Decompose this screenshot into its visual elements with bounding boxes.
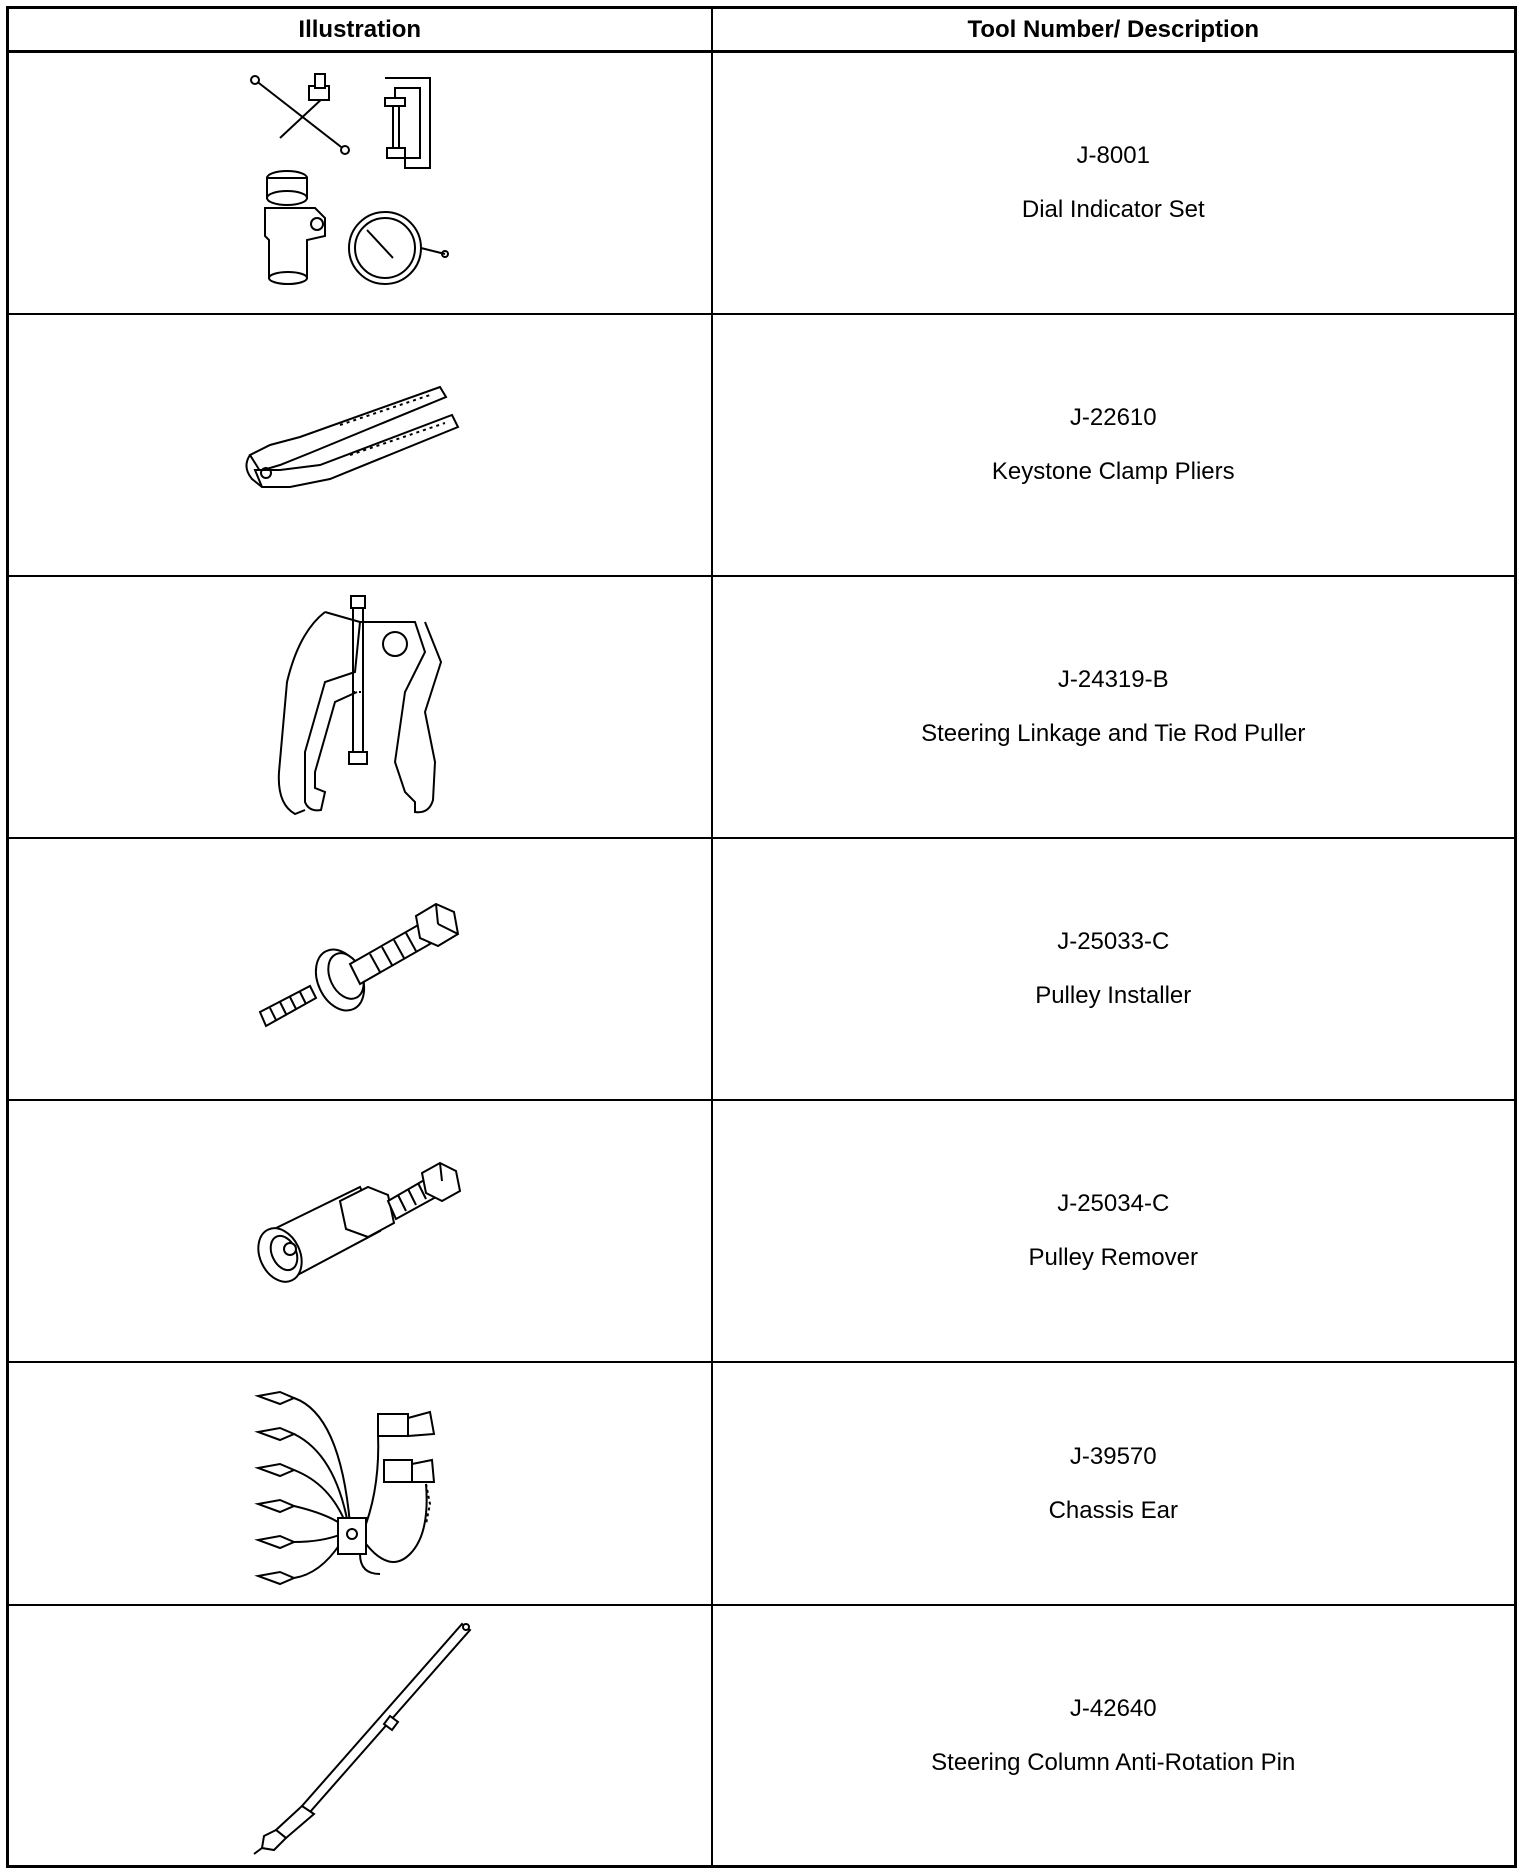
tool-number: J-25034-C xyxy=(1057,1190,1170,1217)
illustration-cell xyxy=(8,1362,712,1605)
chassis-ear-icon xyxy=(250,1374,470,1594)
tool-description: Steering Linkage and Tie Rod Puller xyxy=(921,720,1306,747)
table-row xyxy=(8,576,1516,838)
pulley-installer-icon xyxy=(250,894,470,1044)
illustration-cell xyxy=(8,1605,712,1867)
tool-description: Keystone Clamp Pliers xyxy=(991,458,1235,485)
illustration-cell xyxy=(8,314,712,576)
table-row xyxy=(8,1605,1516,1867)
description-cell xyxy=(712,1605,1516,1867)
illustration-cell xyxy=(8,838,712,1100)
tool-number: J-42640 xyxy=(1069,1694,1157,1722)
tool-description: Chassis Ear xyxy=(1048,1496,1178,1524)
tool-number: J-39570 xyxy=(1069,1442,1157,1470)
tool-description: Pulley Installer xyxy=(1035,982,1192,1009)
tool-number: J-8001 xyxy=(1076,142,1150,169)
special-tools-table xyxy=(6,6,1517,1868)
table-row xyxy=(8,314,1516,576)
illustration-header: Illustration xyxy=(8,8,712,52)
tool-number: J-22610 xyxy=(1069,404,1157,431)
description-cell xyxy=(712,838,1516,1100)
description-cell xyxy=(712,314,1516,576)
tool-description: Dial Indicator Set xyxy=(1021,196,1205,223)
tool-number: J-25033-C xyxy=(1057,928,1170,955)
header-row xyxy=(8,8,1516,52)
table-row xyxy=(8,52,1516,315)
description-header: Tool Number/ Description xyxy=(712,8,1516,52)
table-row xyxy=(8,1100,1516,1362)
table-row xyxy=(8,1362,1516,1605)
description-cell xyxy=(712,1362,1516,1605)
tool-description: Pulley Remover xyxy=(1028,1244,1198,1271)
pulley-remover-icon xyxy=(250,1151,470,1311)
description-cell xyxy=(712,52,1516,315)
table-row xyxy=(8,838,1516,1100)
keystone-clamp-pliers-icon xyxy=(240,375,480,515)
description-cell xyxy=(712,1100,1516,1362)
tie-rod-puller-icon xyxy=(265,592,455,822)
dial-indicator-set-icon xyxy=(245,68,475,298)
illustration-cell xyxy=(8,576,712,838)
illustration-cell xyxy=(8,1100,712,1362)
description-cell xyxy=(712,576,1516,838)
anti-rotation-pin-icon xyxy=(240,1616,480,1856)
illustration-cell xyxy=(8,52,712,315)
tool-description: Steering Column Anti-Rotation Pin xyxy=(931,1748,1296,1776)
tool-number: J-24319-B xyxy=(1057,666,1169,693)
